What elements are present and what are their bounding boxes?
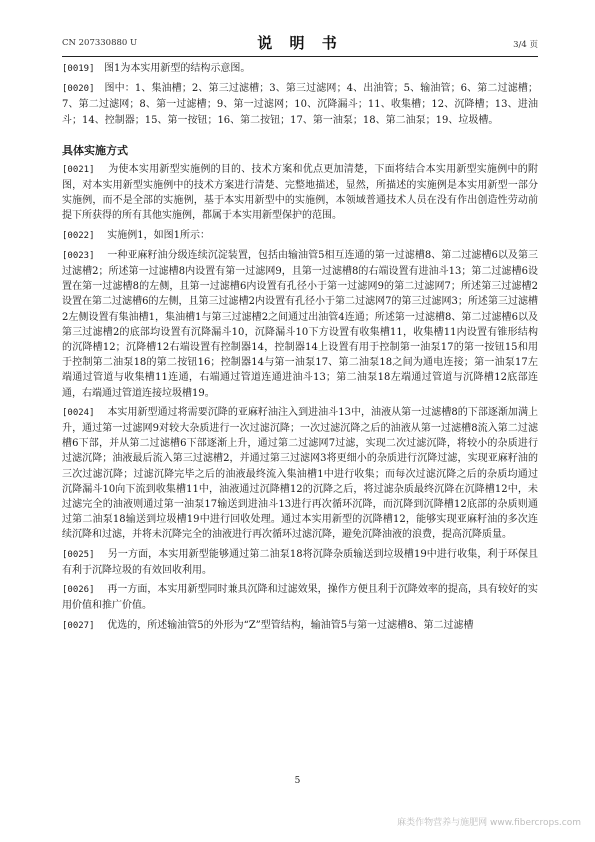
paragraph-number: [0024]: [62, 407, 95, 418]
paragraph-number: [0026]: [62, 585, 95, 596]
paragraph-text: 为使本实用新型实施例的目的、技术方案和优点更加清楚，下面将结合本实用新型实施例中的附图，对本实用新型实施例中的技术方案进行清楚、完整地描述，显然，所描述的实施例是本实用新型一部分实施例，而不是全部的实施例，基于本实用新型中的实施例，本领域普通技术人员在没有作出创造性劳动前提下所获得的所有其他实施例，都属于本实用新型保护的范围。: [62, 163, 538, 222]
page-header: [62, 32, 538, 54]
paragraph-text: 一种亚麻籽油分级连续沉淀装置，包括由输油管5相互连通的第一过滤槽8、第二过滤槽6以及第三过滤槽2；所述第一过滤槽8内设置有第一过滤网9，且第一过滤槽8的右端设置有进油斗13；第二过滤槽6设置在第一过滤槽8的左侧，且第一过滤槽6内设置有孔径小于第一过滤网9的第二过滤网7；所述第三过滤槽2设置在第二过滤槽6的左侧，且第三过滤槽2内设置有孔径小于第二过滤网7的第三过滤网3；所述第三过滤槽2左侧设置有集油槽1，集油槽1与第三过滤槽2之间通过出油管4连通；所述第一过滤槽8、第二过滤槽6以及第三过滤槽2的底部均设置有沉降漏斗10，沉降漏斗10下方设置有收集槽11，收集槽11内设置有锥形结构的沉降槽12；沉降槽12右端设置有控制器14，控制器14上设置有用于控制第一油泵17的第一按钮15和用于控制第二油泵18的第二按钮16；控制器14与第一油泵17、第二油泵18之间为通电连接；第一油泵17左端通过管道与收集槽11连通，右端通过管道连通进油斗13；第二油泵18左端通过管道与沉降槽12底部连通，右端通过管道连接垃圾槽19。: [62, 249, 538, 399]
paragraph-number: [0022]: [62, 230, 95, 241]
paragraph-0026: [62, 582, 538, 613]
paragraph-text: 图1为本实用新型的结构示意图。: [104, 63, 251, 74]
header-divider: [62, 56, 538, 57]
paragraph-0021: [62, 162, 538, 224]
watermark-text: 麻类作物营养与施肥网 www.fibercrops.com: [397, 818, 581, 828]
paragraph-number: [0023]: [62, 250, 95, 261]
paragraph-0027: [62, 618, 538, 634]
paragraph-text: 实施例1，如图1所示：: [107, 229, 210, 241]
document-title: 说 明 书: [257, 34, 343, 52]
document-body: [62, 61, 538, 634]
paragraph-0019: [62, 61, 538, 77]
page-number: 5: [294, 776, 301, 786]
paragraph-number: [0025]: [62, 549, 95, 560]
section-heading: 具体实施方式: [62, 143, 128, 157]
paragraph-text: 优选的，所述输油管5的外形为“Z”型管结构，输油管5与第一过滤槽8、第二过滤槽: [107, 619, 474, 631]
paragraph-0025: [62, 547, 538, 578]
paragraph-number: [0027]: [62, 620, 95, 631]
paragraph-text: 另一方面，本实用新型能够通过第二油泵18将沉降杂质输送到垃圾槽19中进行收集，利于环保且有利于沉降垃圾的有效回收利用。: [62, 548, 538, 576]
paragraph-number: [0021]: [62, 164, 95, 175]
paragraph-text: 本实用新型通过将需要沉降的亚麻籽油注入到进油斗13中，油液从第一过滤槽8的下部逐渐加满上升，通过第一过滤网9对较大杂质进行一次过滤沉降；一次过滤沉降之后的油液从第一过滤槽8流入第二过滤槽6下部，并从第二过滤槽6下部逐渐上升，通过第二过滤网7过滤，实现二次过滤沉降，将较小的杂质进行过滤沉降；油液最后流入第三过滤槽2，并通过第三过滤网3将更细小的杂质进行沉降过滤，实现亚麻籽油的三次过滤沉降；过滤沉降完毕之后的油液最终流入集油槽1中进行收集；而每次过滤沉降之后的杂质均通过沉降漏斗10向下流到收集槽11中，油液通过沉降槽12的沉降之后，将过滤杂质最终沉降在沉降槽12中，未过滤完全的油液则通过第一油泵17输送到进油斗13进行再次循环沉降，而沉降到沉降槽12底部的杂质则通过第二油泵18输送到垃圾槽19中进行回收处理。通过本实用新型的沉降槽12，能够实现亚麻籽油的多次连续沉降和过滤，并将未沉降完全的油液进行再次循环过滤沉降，避免沉降油液的浪费，提高沉降质量。: [62, 406, 539, 541]
paragraph-0023: [62, 248, 538, 401]
paragraph-0024: [62, 405, 538, 543]
paragraph-0020: [62, 81, 538, 128]
paragraph-text: 再一方面，本实用新型同时兼具沉降和过滤效果，操作方便且利于沉降效率的提高，具有较好的实用价值和推广价值。: [62, 584, 539, 612]
paragraph-number: [0019]: [62, 64, 95, 74]
page-indicator: 3/4 页: [513, 40, 538, 50]
paragraph-0022: [62, 228, 538, 244]
document-id: CN 207330880 U: [62, 38, 138, 48]
paragraph-text: 图中：1、集油槽；2、第三过滤槽；3、第三过滤网；4、出油管；5、输油管；6、第二过滤槽；7、第二过滤网；8、第一过滤槽；9、第一过滤网；10、沉降漏斗；11、收集槽；12、沉降槽；13、进油斗；14、控制器；15、第一按钮；16、第二按钮；17、第一油泵；18、第二油泵；19、垃圾槽。: [62, 83, 538, 126]
paragraph-number: [0020]: [62, 84, 95, 95]
